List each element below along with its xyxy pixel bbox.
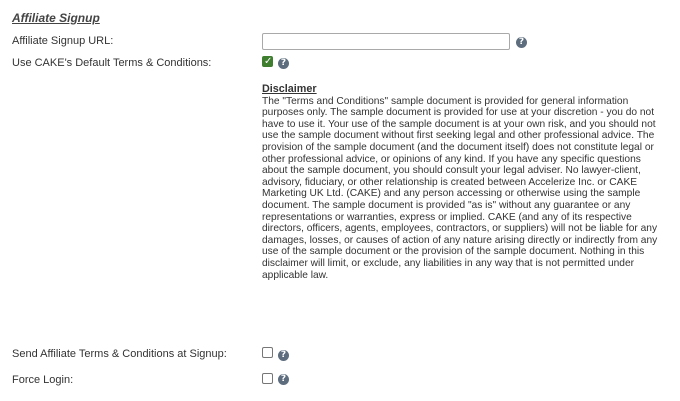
signup-url-help-icon[interactable]: ? (516, 37, 527, 48)
force-login-label: Force Login: (12, 374, 74, 386)
send-terms-checkbox[interactable] (262, 347, 273, 358)
disclaimer (262, 84, 666, 281)
signup-url-label: Affiliate Signup URL: (12, 35, 114, 47)
force-login-checkbox[interactable] (262, 373, 273, 384)
default-terms-checkbox[interactable] (262, 56, 273, 67)
send-terms-label: Send Affiliate Terms & Conditions at Signup: (12, 348, 227, 360)
disclaimer-body: The "Terms and Conditions" sample document is provided for general information purposes only. The sample document is provided for use at your discretion - you do not have to use it. Your use of the sample document is at your own risk, and you should not use the sample document without first seeking legal and other professional advice. The provision of the sample document (and the document itself) does not constitute legal or other professional advice, or opinions of any kind. If you have any specific questions about the sample document, you should consult your legal adviser. No lawyer-client, advisory, fiduciary, or other relationship is created between Accelerize Inc. or CAKE Marketing UK Ltd. (CAKE) and any person accessing or otherwise using the sample document. The sample document is provided "as is" without any guarantee or any representations or warranties, express or implied. CAKE (and any of its respective directors, officers, agents, employees, contractors, or suppliers) will not be liable for any damages, losses, or causes of action of any nature arising directly or indirectly from any use of the sample document or the provision of the sample document. Nothing in this disclaimer will limit, or exclude, any liabilities in any way that is not permitted under applicable law. (262, 95, 658, 281)
default-terms-label: Use CAKE's Default Terms & Conditions: (12, 57, 212, 69)
default-terms-help-icon[interactable]: ? (278, 58, 289, 69)
checkmark-icon: ✓ (264, 56, 273, 67)
signup-url-input[interactable] (262, 33, 510, 50)
section-title: Affiliate Signup (12, 11, 100, 25)
disclaimer-title: Disclaimer (262, 83, 317, 95)
force-login-help-icon[interactable]: ? (278, 374, 289, 385)
send-terms-help-icon[interactable]: ? (278, 350, 289, 361)
